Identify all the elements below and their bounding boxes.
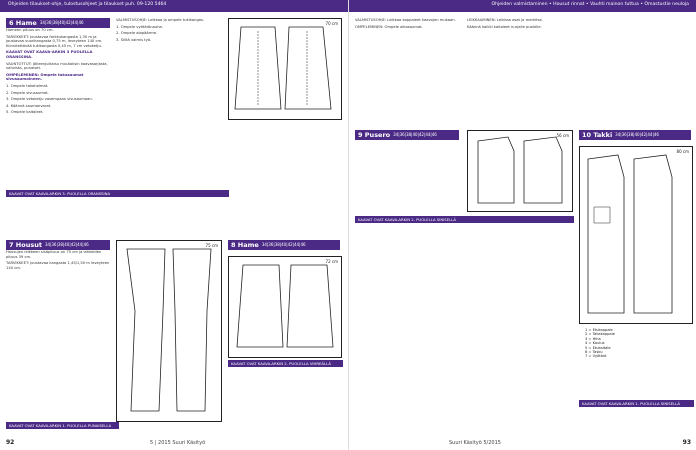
model-8-number: 8 (231, 240, 236, 249)
right-topbar-text: Ohjeiden valmistaminen • Housut rinnat • Vauhti mainon tuttua • Omastustie neuloja (491, 2, 689, 7)
diagram-6-measure: 70 cm (325, 21, 338, 26)
right-page (348, 0, 696, 450)
model-7-number: 7 (9, 240, 14, 249)
step-3: 3. Ompele vetoketju vasempaan sivusaumaan. (6, 97, 93, 102)
model-10-number: 10 (582, 130, 592, 139)
left-topbar (0, 0, 348, 12)
caption-7: KAAVAT OVAT KAAVA-ARKIN 1. PUOLELLA PUNAISELLA (6, 422, 119, 429)
right-text-4: Käännä kaikki kaitaleet nurjalle puolelle. (467, 24, 542, 29)
model-10-header (579, 130, 691, 140)
model-9-header (355, 130, 459, 140)
model-8-name: Hame (237, 240, 259, 249)
step-2: 2. Ompele sivusaumat. (6, 90, 49, 95)
right-text-3: LEIKKAAMINEN: Leikkaa osat ja merkitse. (467, 18, 543, 22)
skirt-pattern-drawing (229, 19, 341, 119)
blouse-pattern-drawing (468, 131, 572, 211)
legend-item: 7 = Vyötärö (585, 354, 607, 359)
step-5: 5. Ompele kaitaleet. (6, 110, 44, 115)
model-9-block (355, 130, 459, 140)
steps-heading: OMPELEMINEN: Ompele takasaumat sivusaumoineen. (6, 71, 84, 82)
step2-2: 1. Ompele vyötärönauha. (116, 24, 163, 29)
model-7-header (6, 240, 110, 250)
model-6-header (6, 18, 110, 28)
caption-6: KAAVAT OVAT KAAVA-ARKIN 3. PUOLELLA ORANSSINA (6, 190, 229, 197)
legend-item: 6 = Tasku (585, 350, 603, 355)
caption-10: KAAVAT OVAT KAAVA-ARKIN 1. PUOLELLA SINISELLÄ (579, 400, 694, 407)
model-7-name: Housut (15, 240, 42, 249)
model-8-sizes: 34|36|38|40|42|44|46 (261, 241, 306, 247)
model-9-name: Pusero (364, 130, 391, 139)
pattern-diagram-7 (116, 240, 222, 422)
legend-item: 4 = Kaulus (585, 341, 605, 346)
jacket-pattern-drawing (580, 147, 692, 323)
model-10-sizes: 34|36|38|40|42|44|46 (615, 131, 659, 137)
trousers-pattern-drawing (117, 241, 221, 421)
model-6-line-1: Hameen pituus on 70 cm. (6, 28, 54, 32)
left-page-number: 92 (6, 439, 15, 446)
diagram-10-measure: 80 cm (676, 149, 689, 154)
step2-1: VALMISTUSOHJE: Leikkaa ja ompele tukikangas. (116, 18, 205, 22)
model-9-number: 9 (358, 130, 363, 139)
right-text-1: VALMISTUSOHJE: Leikkaa kappaleet kaavojen mukaan. (355, 18, 456, 22)
step2-3: 2. Ompele alapäärme. (116, 31, 158, 36)
left-topbar-text: Ohjeiden tilaukset-ohje, tulostusohjeet ja tilaukset puh. 09-120 5464 (8, 2, 167, 7)
right-text-col-2 (467, 18, 571, 31)
model-7-block (6, 240, 110, 272)
legend-item: 1 = Etukappale (585, 328, 613, 332)
skirt8-pattern-drawing (229, 257, 341, 357)
caption-8: KAAVAT OVAT KAAVA-ARKIN 2. PUOLELLA VIHREÄLLÄ (228, 360, 343, 367)
left-column-1 (6, 18, 110, 117)
model-6-line-3: KAAVAT OVAT KAAVA-ARKIN 3 PUOLELLA ORANSSINA. (6, 49, 93, 59)
pattern-diagram-6 (228, 18, 342, 120)
pattern-diagram-10 (579, 146, 693, 324)
model-6-name: Hame (15, 18, 37, 27)
right-text-col-1 (355, 18, 459, 31)
pattern-diagram-9 (467, 130, 573, 212)
model-10-name: Takki (593, 130, 613, 139)
model-6-number: 6 (9, 18, 14, 27)
left-column-2 (116, 18, 220, 44)
diagram-8-measure: 72 cm (325, 259, 338, 264)
model-10-block (579, 130, 691, 140)
diagram-9-measure: 56 cm (556, 133, 569, 138)
legend-item: 2 = Takakappale (585, 332, 615, 337)
left-footer: 5 | 2015 Suuri Käsityö (150, 440, 206, 446)
model-9-sizes: 34|36|38|40|42|44|46 (393, 131, 437, 137)
right-page-number: 93 (682, 439, 691, 446)
pattern-diagram-8 (228, 256, 342, 358)
diagram-7-measure: 75 cm (205, 243, 218, 248)
model-8-header (228, 240, 340, 250)
step-1: 1. Ompele takahelmat. (6, 83, 49, 88)
model-6-line-2: TARVIKKEET: Joustavaa farkkukangasta 1,30 m ja joustavaa vuorikangasta 0,75 m, leveyteen 140 cm. Kiinnitettävää tukikangasta 0,45 m, 7 cm vetoketju. (6, 34, 103, 48)
model-7-line-1: Housujen leikkeen sisäpituus on 75 cm ja lahkeiden pituus 39 cm. (6, 250, 102, 259)
right-footer: Suuri Käsityö 5/2015 (449, 440, 501, 446)
right-text-2: OMPELEMINEN: Ompele olkasaumat. (355, 24, 423, 29)
step-4: 4. Käännä saumanvarat. (6, 103, 52, 108)
model-7-sizes: 34|36|38|40|42|44|46 (44, 241, 89, 247)
model-6-line-4: VAUNTOTTUT: Jälleenjulkaisu muutoksin kaavasarjasta, vahvista, punaiset. (6, 61, 108, 71)
right-topbar (349, 0, 696, 12)
model-7-line-2: TARVIKKEET: Joustavaa kangasta 1,45/1,50 m leveyteen 140 cm. (6, 261, 110, 270)
pattern-legend (585, 328, 615, 359)
model-8-block (228, 240, 340, 250)
legend-item: 3 = Hiha (585, 336, 601, 341)
legend-item: 5 = Etukaitale (585, 345, 611, 350)
step2-4: 3. Silitä valmis työ. (116, 37, 152, 42)
model-6-sizes: 34|36|38|40|42|44|46 (39, 19, 84, 25)
caption-9: KAAVAT OVAT KAAVA-ARKIN 2. PUOLELLA SINISELLÄ (355, 216, 574, 223)
